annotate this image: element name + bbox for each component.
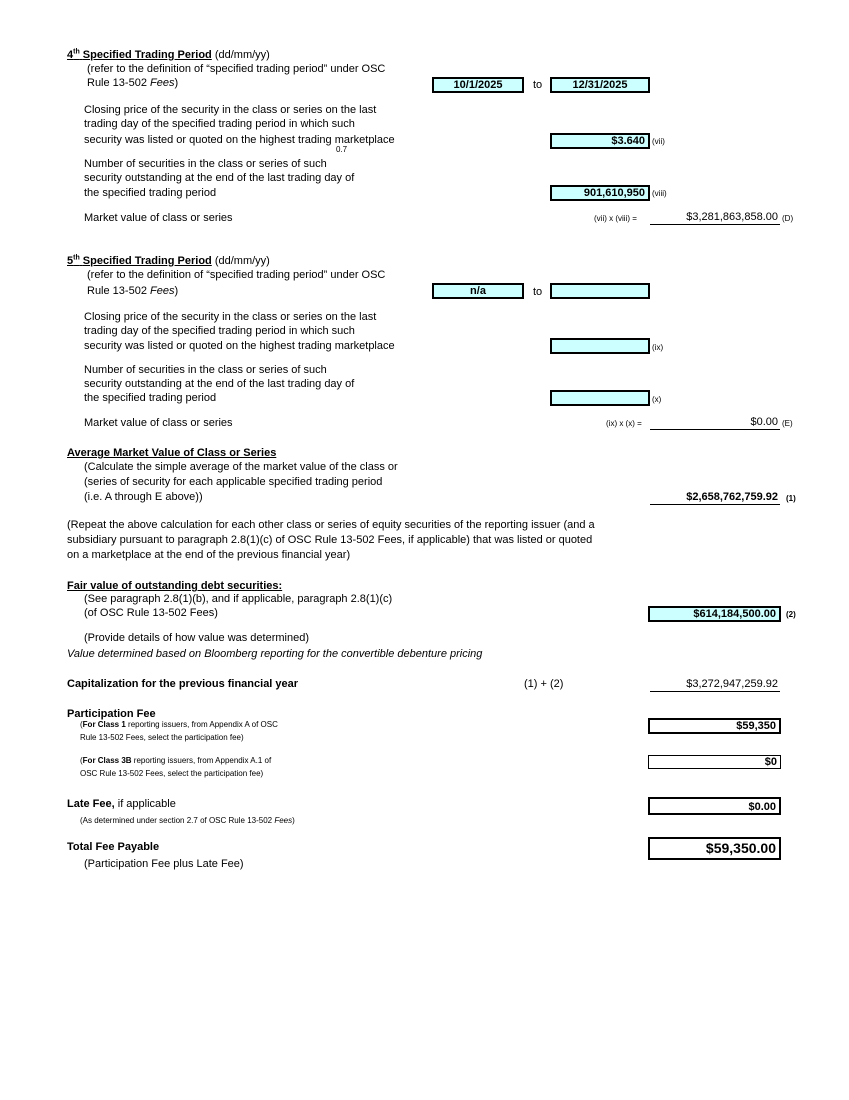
avg-line3: (i.e. A through E above))	[84, 491, 203, 503]
p5-mv-underline	[650, 429, 780, 430]
pf-c3-open: (	[80, 756, 83, 765]
avg-tag: (1)	[786, 494, 796, 503]
p4-mv-formula: (vii) x (viii) =	[594, 214, 637, 223]
debt-tag: (2)	[786, 610, 796, 619]
pf-class3b-field[interactable]: $0	[648, 755, 781, 769]
repeat-line2: subsidiary pursuant to paragraph 2.8(1)(c) of OSC Rule 13-502 Fees, if applicable) that was listed or quoted	[67, 534, 593, 546]
pf-c1-open: (	[80, 720, 83, 729]
p5-ref-close: )	[174, 285, 179, 297]
pf-c3-rest: reporting issuers, from Appendix A.1 of	[131, 756, 272, 765]
p4-mv-value: $3,281,863,858.00	[686, 211, 778, 223]
p5-close-line1: Closing price of the security in the class or series on the last	[84, 311, 377, 323]
p5-ref-rule: Rule 13-502	[87, 285, 150, 297]
p4-close-line1: Closing price of the security in the class or series on the last	[84, 104, 377, 116]
p4-mv-label: Market value of class or series	[84, 212, 233, 224]
p4-num-securities-field[interactable]: 901,610,950	[550, 185, 650, 201]
p4-num-line1: Number of securities in the class or series of such	[84, 158, 327, 170]
p5-ref-line2	[87, 285, 178, 297]
p5-close-tag: (ix)	[652, 343, 664, 352]
p5-close-line2: trading day of the specified trading period in which such	[84, 325, 355, 337]
avg-line1: (Calculate the simple average of the market value of the class or	[84, 461, 398, 473]
p5-mv-formula: (ix) x (x) =	[606, 419, 642, 428]
p4-title-suffix: (dd/mm/yy)	[211, 49, 270, 61]
total-title: Total Fee Payable	[67, 841, 160, 853]
p5-title-suffix: (dd/mm/yy)	[211, 255, 270, 267]
late-sub-a: (As determined under section 2.7 of OSC Rule 13-502	[80, 816, 275, 825]
p5-num-tag: (x)	[652, 395, 662, 404]
p5-num-line3: the specified trading period	[84, 392, 217, 404]
avg-underline	[650, 504, 780, 505]
late-title	[67, 798, 176, 810]
p4-close-tag: (vii)	[652, 137, 665, 146]
p5-num-securities-field[interactable]	[550, 390, 650, 406]
debt-line1: (See paragraph 2.8(1)(b), and if applicable, paragraph 2.8(1)(c)	[84, 593, 393, 605]
pf-c1-line1	[80, 720, 278, 729]
pf-c1-rest: reporting issuers, from Appendix A of OSC	[125, 720, 278, 729]
p4-ref-line2	[87, 77, 178, 89]
p5-start-date[interactable]: n/a	[432, 283, 524, 299]
p5-title	[67, 255, 270, 267]
cap-value: $3,272,947,259.92	[686, 678, 778, 690]
p4-ref-rule: Rule 13-502	[87, 77, 150, 89]
p5-to-label: to	[533, 286, 543, 298]
pf-c3-bold: For Class 3B	[82, 756, 132, 765]
p4-close-line3: security was listed or quoted on the highest trading marketplace	[84, 134, 395, 146]
pf-c1-bold: For Class 1	[82, 720, 126, 729]
cap-label: Capitalization for the previous financial year	[67, 678, 299, 690]
p4-num-line2: security outstanding at the end of the last trading day of	[84, 172, 355, 184]
p4-to-label: to	[533, 79, 543, 91]
p5-num-line1: Number of securities in the class or series of such	[84, 364, 327, 376]
debt-title: Fair value of outstanding debt securities:	[67, 580, 283, 592]
p5-mv-label: Market value of class or series	[84, 417, 233, 429]
p5-ref-line1: (refer to the definition of “specified trading period” under OSC	[87, 269, 386, 281]
repeat-line3: on a marketplace at the end of the previous financial year)	[67, 549, 351, 561]
p4-close-price-field[interactable]: $3.640	[550, 133, 650, 149]
p4-ref-close: )	[174, 77, 179, 89]
repeat-line1: (Repeat the above calculation for each other class or series of equity securities of the reporting issuer (and a	[67, 519, 595, 531]
p5-close-price-field[interactable]	[550, 338, 650, 354]
p5-title-num: 5	[67, 255, 74, 267]
total-sub: (Participation Fee plus Late Fee)	[84, 858, 244, 870]
pf-c3-line1	[80, 756, 271, 765]
late-title-rest: if applicable	[114, 798, 176, 810]
p5-close-line3: security was listed or quoted on the highest trading marketplace	[84, 340, 395, 352]
p5-ref-fees: Fees	[150, 285, 175, 297]
pf-c1-line2: Rule 13-502 Fees, select the participation fee)	[80, 733, 244, 742]
p5-mv-tag: (E)	[782, 419, 793, 428]
debt-note: Value determined based on Bloomberg reporting for the convertible debenture pricing	[67, 648, 483, 660]
p4-close-note: 0.7	[336, 145, 348, 154]
late-sub-c: )	[292, 816, 295, 825]
avg-title: Average Market Value of Class or Series	[67, 447, 277, 459]
p4-close-line2: trading day of the specified trading period in which such	[84, 118, 355, 130]
p4-title-num: 4	[67, 49, 74, 61]
pf-c3-line2: OSC Rule 13-502 Fees, select the participation fee)	[80, 769, 264, 778]
p4-title-text: Specified Trading Period	[82, 49, 212, 61]
avg-line2: (series of security for each applicable specified trading period	[84, 476, 383, 488]
p4-num-tag: (viii)	[652, 189, 667, 198]
p4-title-sup: th	[73, 48, 80, 56]
p4-num-line3: the specified trading period	[84, 187, 217, 199]
p4-mv-tag: (D)	[782, 214, 794, 223]
late-sub	[80, 816, 295, 825]
debt-value-field[interactable]: $614,184,500.00	[648, 606, 781, 622]
p5-title-sup: th	[73, 254, 80, 262]
avg-value: $2,658,762,759.92	[686, 491, 778, 503]
p5-end-date[interactable]	[550, 283, 650, 299]
p4-ref-line1: (refer to the definition of “specified trading period” under OSC	[87, 63, 386, 75]
p5-mv-value: $0.00	[750, 416, 778, 428]
p4-mv-underline	[650, 224, 780, 225]
p5-title-text: Specified Trading Period	[82, 255, 212, 267]
p4-ref-fees: Fees	[150, 77, 175, 89]
late-fee-field[interactable]: $0.00	[648, 797, 781, 815]
pf-title: Participation Fee	[67, 708, 156, 720]
cap-underline	[650, 691, 780, 692]
debt-details: (Provide details of how value was determined)	[84, 632, 310, 644]
p4-title	[67, 49, 270, 61]
total-fee-field[interactable]: $59,350.00	[648, 837, 781, 860]
late-sub-fees: Fees	[274, 816, 293, 825]
debt-line2: (of OSC Rule 13-502 Fees)	[84, 607, 218, 619]
late-title-bold: Late Fee,	[67, 798, 115, 810]
p4-end-date[interactable]: 12/31/2025	[550, 77, 650, 93]
p5-num-line2: security outstanding at the end of the last trading day of	[84, 378, 355, 390]
p4-start-date[interactable]: 10/1/2025	[432, 77, 524, 93]
pf-class1-field[interactable]: $59,350	[648, 718, 781, 734]
cap-formula: (1) + (2)	[524, 678, 564, 690]
